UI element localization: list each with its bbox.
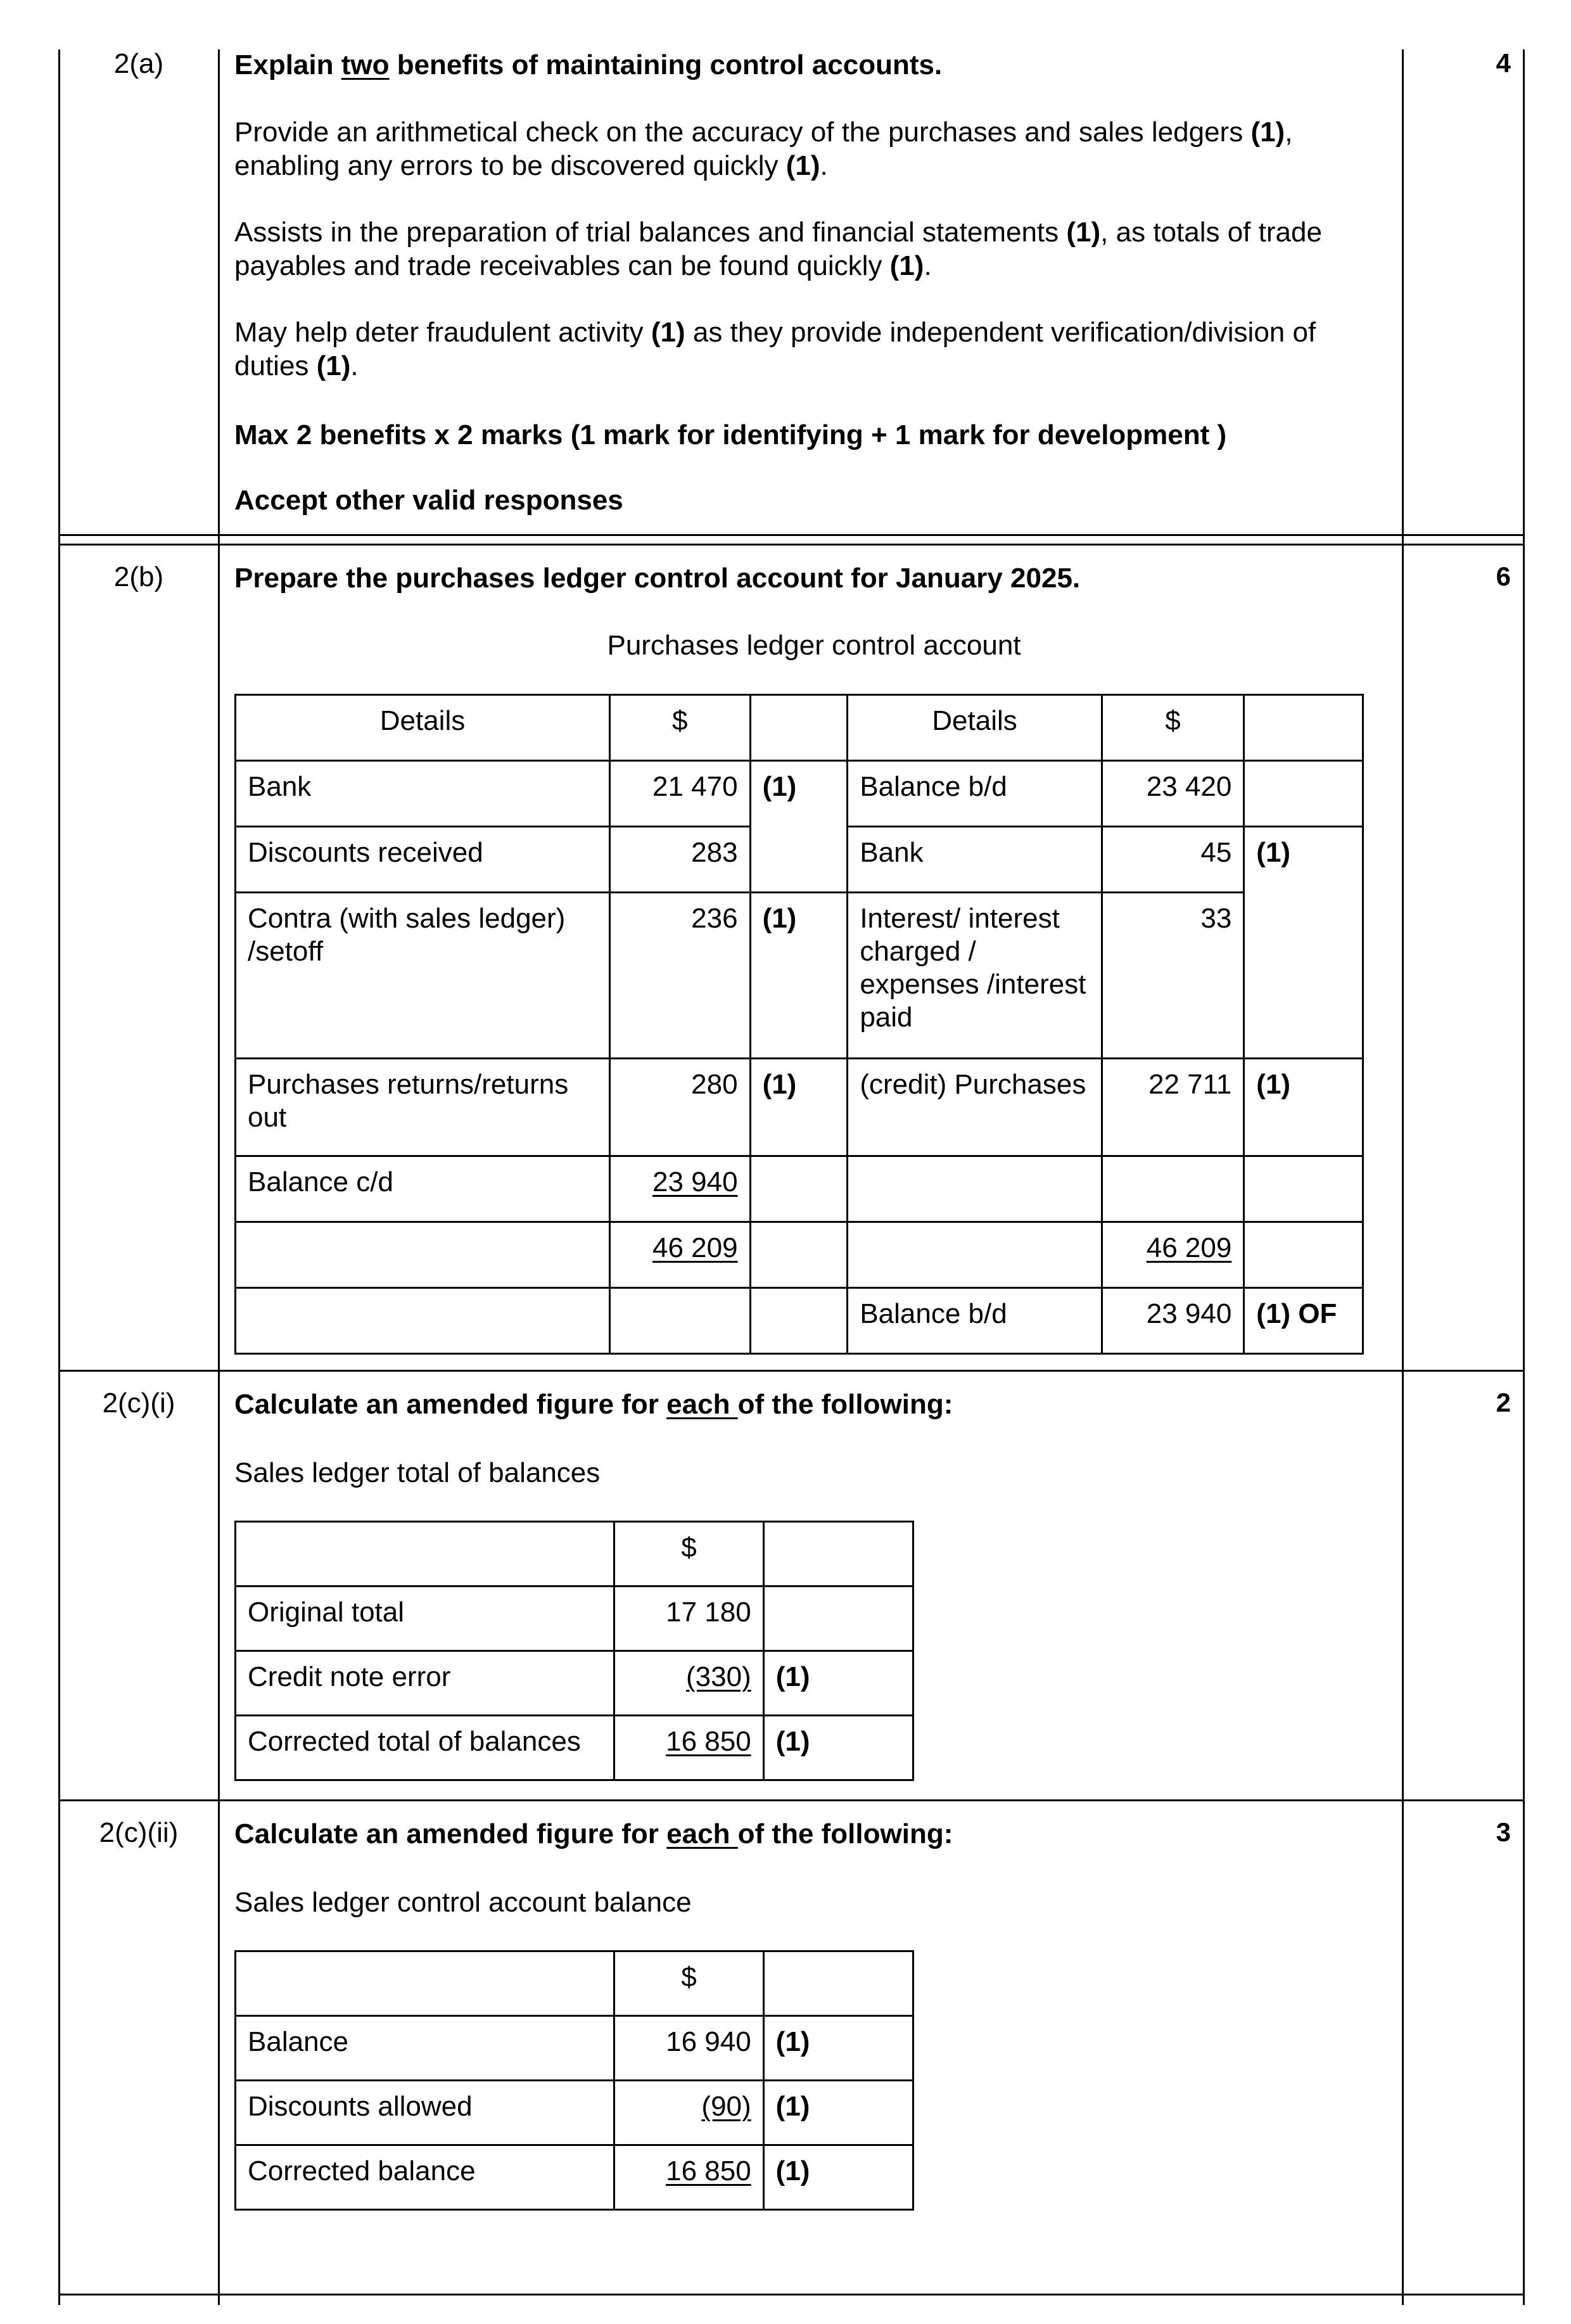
section-divider-2ci-2cii — [58, 1799, 1525, 1801]
sales-ledger-control-balance-table — [234, 1950, 914, 2211]
debit-details: Purchases returns/returns out — [236, 1059, 610, 1156]
row-amount: 16 850 — [666, 2155, 751, 2187]
credit-mark: (1) OF — [1244, 1288, 1363, 1354]
table-row — [236, 827, 1363, 893]
debit-amount: 21 470 — [609, 761, 750, 827]
credit-details: Interest/ interest charged / expenses /interest paid — [848, 893, 1102, 1059]
row-mark: (1) — [763, 2145, 913, 2210]
row-description: Balance — [236, 2016, 614, 2081]
credit-details: (credit) Purchases — [848, 1059, 1102, 1156]
mark-indicator: (1) — [889, 250, 924, 281]
sales-ledger-total-table — [234, 1521, 914, 1781]
question-2cii-pre: Calculate an amended figure for — [234, 1818, 667, 1849]
row-description: Corrected balance — [236, 2145, 614, 2210]
question-2ci-post: of the following: — [737, 1389, 953, 1420]
row-mark: (1) — [763, 2081, 913, 2145]
answer-text: , enabling any errors to be discovered quickly — [234, 117, 1293, 181]
answer-text: . — [924, 250, 932, 281]
question-2ci-underlined: each — [666, 1389, 738, 1420]
table-row — [236, 2145, 913, 2210]
table-row — [236, 1288, 1363, 1354]
header-dollar-right: $ — [1102, 695, 1244, 761]
header-blank — [236, 1522, 614, 1587]
debit-mark — [750, 827, 848, 893]
mark-indicator: (1) — [786, 150, 820, 181]
question-label-2cii: 2(c)(ii) — [99, 1817, 179, 1848]
question-2cii — [234, 1817, 1394, 1851]
subtitle-2ci: Sales ledger total of balances — [234, 1457, 601, 1488]
answer-text: Provide an arithmetical check on the accuracy of the purchases and sales ledgers — [234, 117, 1251, 148]
credit-details: Balance b/d — [848, 761, 1102, 827]
credit-mark — [1244, 893, 1363, 1059]
table-row — [236, 1222, 1363, 1288]
frame-col-divider-2 — [1402, 49, 1404, 2305]
debit-amount: 280 — [609, 1059, 750, 1156]
section-divider-2a-2b-bottom — [58, 544, 1525, 546]
frame-col-divider-1 — [218, 49, 220, 2305]
table-row — [236, 1059, 1363, 1156]
header-details-left: Details — [236, 695, 610, 761]
credit-amount: 22 711 — [1102, 1059, 1244, 1156]
debit-total: 46 209 — [652, 1232, 738, 1263]
debit-details: Contra (with sales ledger) /setoff — [236, 893, 610, 1059]
credit-mark — [1244, 761, 1363, 827]
table-row — [236, 1587, 913, 1651]
credit-amount — [1102, 1156, 1244, 1222]
question-2b: Prepare the purchases ledger control account for January 2025. — [234, 563, 1081, 594]
credit-amount: 23 420 — [1102, 761, 1244, 827]
answer-text: . — [350, 350, 359, 381]
credit-amount: 23 940 — [1102, 1288, 1244, 1354]
table-row — [236, 2081, 913, 2145]
row-amount: (330) — [685, 1661, 751, 1692]
header-mark — [763, 1951, 913, 2016]
table-row — [236, 893, 1363, 1059]
debit-amount: 283 — [609, 827, 750, 893]
question-label-2ci: 2(c)(i) — [102, 1388, 175, 1419]
subtitle-2cii: Sales ledger control account balance — [234, 1887, 692, 1918]
debit-mark: (1) — [750, 761, 848, 827]
row-amount: 16 940 — [614, 2016, 763, 2081]
credit-mark: (1) — [1244, 827, 1363, 893]
answer-text: . — [820, 150, 828, 181]
question-2ci-pre: Calculate an amended figure for — [234, 1389, 667, 1420]
credit-mark: (1) — [1244, 1059, 1363, 1156]
marks-2a: 4 — [1496, 48, 1511, 78]
section-divider-2b-2ci — [58, 1370, 1525, 1372]
row-description: Original total — [236, 1587, 614, 1651]
answer-text: May help deter fraudulent activity — [234, 317, 651, 348]
answer-2a-paragraph-3 — [234, 316, 1394, 383]
question-2ci — [234, 1388, 1394, 1421]
table-row — [236, 1651, 913, 1716]
debit-details — [236, 1288, 610, 1354]
row-amount: (90) — [701, 2091, 751, 2122]
row-description: Credit note error — [236, 1651, 614, 1716]
question-2a-underlined: two — [341, 49, 390, 80]
table-row — [236, 2016, 913, 2081]
debit-details: Bank — [236, 761, 610, 827]
table-row — [236, 761, 1363, 827]
question-label-2b: 2(b) — [113, 561, 164, 592]
answer-text: , as totals of trade payables and trade receivables can be found quickly — [234, 217, 1322, 281]
credit-mark — [1244, 1156, 1363, 1222]
frame-left — [58, 49, 60, 2305]
answer-text: Assists in the preparation of trial balances and financial statements — [234, 217, 1067, 248]
header-mark-right — [1244, 695, 1363, 761]
mark-indicator: (1) — [316, 350, 351, 381]
credit-details — [848, 1156, 1102, 1222]
question-2a — [234, 48, 1394, 82]
row-mark: (1) — [763, 1651, 913, 1716]
header-blank — [236, 1951, 614, 2016]
mark-indicator: (1) — [1066, 217, 1101, 248]
debit-amount — [609, 1288, 750, 1354]
question-2a-post: benefits of maintaining control accounts. — [389, 49, 943, 80]
max-marks-note: Max 2 benefits x 2 marks (1 mark for identifying + 1 mark for development ) — [234, 419, 1227, 450]
debit-amount: 23 940 — [652, 1166, 738, 1197]
table-header-row — [236, 1951, 913, 2016]
credit-amount: 33 — [1102, 893, 1244, 1059]
mark-indicator: (1) — [1250, 117, 1285, 148]
row-amount: 17 180 — [614, 1587, 764, 1651]
header-mark-left — [750, 695, 848, 761]
row-mark: (1) — [763, 2016, 913, 2081]
accept-note: Accept other valid responses — [234, 485, 623, 516]
table-row — [236, 1156, 1363, 1222]
debit-mark — [750, 1156, 848, 1222]
table-header-row — [236, 1522, 913, 1587]
question-2a-pre: Explain — [234, 49, 341, 80]
answer-2a-paragraph-2 — [234, 215, 1394, 283]
row-description: Corrected total of balances — [236, 1716, 614, 1780]
frame-bottom — [58, 2294, 1525, 2295]
answer-text: as they provide independent verification/division of duties — [234, 317, 1316, 381]
credit-details: Balance b/d — [848, 1288, 1102, 1354]
header-dollar: $ — [614, 1522, 764, 1587]
header-dollar: $ — [614, 1951, 763, 2016]
row-mark — [763, 1587, 913, 1651]
debit-mark: (1) — [750, 893, 848, 1059]
question-label-2a: 2(a) — [113, 48, 164, 79]
mark-indicator: (1) — [651, 317, 685, 348]
debit-mark — [750, 1222, 848, 1288]
header-dollar-left: $ — [609, 695, 750, 761]
debit-amount: 236 — [609, 893, 750, 1059]
header-details-right: Details — [848, 695, 1102, 761]
table-title-plca: Purchases ledger control account — [607, 630, 1021, 661]
marks-2b: 6 — [1496, 561, 1511, 591]
credit-amount: 45 — [1102, 827, 1244, 893]
row-mark: (1) — [763, 1716, 913, 1780]
purchases-ledger-control-account-table — [234, 694, 1364, 1355]
question-2cii-post: of the following: — [737, 1818, 953, 1849]
question-2cii-underlined: each — [666, 1818, 738, 1849]
section-divider-2a-2b-top — [58, 534, 1525, 536]
table-row — [236, 1716, 913, 1780]
table-header-row — [236, 695, 1363, 761]
debit-mark — [750, 1288, 848, 1354]
debit-mark: (1) — [750, 1059, 848, 1156]
row-amount: 16 850 — [666, 1726, 751, 1757]
header-mark — [763, 1522, 913, 1587]
credit-details — [848, 1222, 1102, 1288]
row-description: Discounts allowed — [236, 2081, 614, 2145]
credit-details: Bank — [848, 827, 1102, 893]
marks-2ci: 2 — [1496, 1388, 1511, 1417]
answer-2a-paragraph-1 — [234, 115, 1394, 182]
frame-right — [1523, 49, 1525, 2305]
marks-2cii: 3 — [1496, 1817, 1511, 1847]
debit-details — [236, 1222, 610, 1288]
credit-total: 46 209 — [1146, 1232, 1232, 1263]
credit-mark — [1244, 1222, 1363, 1288]
debit-details: Balance c/d — [236, 1156, 610, 1222]
debit-details: Discounts received — [236, 827, 610, 893]
